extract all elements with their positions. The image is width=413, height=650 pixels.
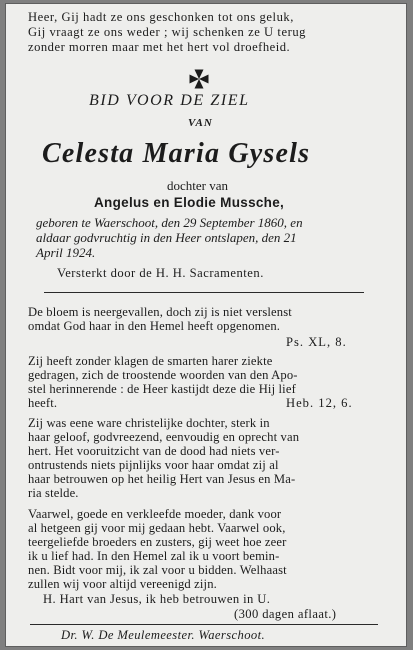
poem-line-1: Heer, Gij hadt ze ons geschonken tot ons geluk, bbox=[28, 10, 294, 24]
deceased-name: Celesta Maria Gysels bbox=[42, 138, 311, 169]
divider-bottom bbox=[30, 624, 378, 625]
indulgence-line: (300 dagen aflaat.) bbox=[234, 607, 337, 621]
birth-line-2: aldaar godvruchtig in den Heer ontslapen, den 21 bbox=[36, 230, 297, 245]
parents-names: Angelus en Elodie Mussche, bbox=[94, 195, 285, 210]
memorial-card bbox=[6, 4, 406, 646]
cross-pattee-icon bbox=[188, 68, 210, 90]
poem-line-3: zonder morren maar met het hert vol droefheid. bbox=[28, 40, 291, 54]
para3-line-4: ontrustends niets pijnlijks voor haar omdat zij al bbox=[28, 458, 279, 472]
para4-line-6: zullen wij voor altijd vereenigd zijn. bbox=[28, 577, 217, 591]
citation-psalm: Ps. XL, 8. bbox=[286, 335, 347, 349]
printer-credit: Dr. W. De Meulemeester. Waerschoot. bbox=[61, 628, 266, 642]
daughter-of-label: dochter van bbox=[167, 178, 229, 193]
para3-line-2: haar geloof, godvreezend, eenvoudig en oprecht van bbox=[28, 430, 300, 444]
para4-line-2: al hetgeen gij voor mij gedaan hebt. Vaarwel ook, bbox=[28, 521, 286, 535]
heading-van: VAN bbox=[188, 117, 213, 129]
para4-line-5: nen. Bidt voor mij, ik zal voor u bidden. Welhaast bbox=[28, 563, 287, 577]
para1-line-2: omdat God haar in den Hemel heeft opgenomen. bbox=[28, 319, 281, 333]
para3-line-5: haar betrouwen op het heilig Hert van Jesus en Ma- bbox=[28, 472, 296, 486]
para4-line-4: ik u lief had. In den Hemel zal ik u voort bemin- bbox=[28, 549, 280, 563]
para3-line-3: hert. Het vooruitzicht van de dood had niets ver- bbox=[28, 444, 280, 458]
citation-hebrews: Heb. 12, 6. bbox=[286, 396, 353, 410]
para4-line-3: teergeliefde broeders en zusters, gij weet hoe zeer bbox=[28, 535, 287, 549]
prayer-line: H. Hart van Jesus, ik heb betrouwen in U. bbox=[43, 592, 271, 606]
para3-line-6: ria stelde. bbox=[28, 486, 79, 500]
para2-line-4: heeft. bbox=[28, 396, 58, 410]
sacraments-line: Versterkt door de H. H. Sacramenten. bbox=[57, 266, 264, 280]
para2-line-1: Zij heeft zonder klagen de smarten harer ziekte bbox=[28, 354, 273, 368]
birth-line-1: geboren te Waerschoot, den 29 September 1860, en bbox=[36, 215, 303, 230]
divider-top bbox=[44, 292, 364, 293]
heading-bid-voor-de-ziel: BID VOOR DE ZIEL bbox=[89, 92, 250, 109]
para4-line-1: Vaarwel, goede en verkleefde moeder, dank voor bbox=[28, 507, 282, 521]
poem-line-2: Gij vraagt ze ons weder ; wij schenken ze U terug bbox=[28, 25, 307, 39]
birth-line-3: April 1924. bbox=[36, 245, 96, 260]
para1-line-1: De bloem is neergevallen, doch zij is niet verslenst bbox=[28, 305, 292, 319]
para2-line-3: stel herinnerende : de Heer kastijdt deze die Hij lief bbox=[28, 382, 296, 396]
para3-line-1: Zij was eene ware christelijke dochter, sterk in bbox=[28, 416, 270, 430]
para2-line-2: gedragen, zich de troostende woorden van den Apo- bbox=[28, 368, 298, 382]
